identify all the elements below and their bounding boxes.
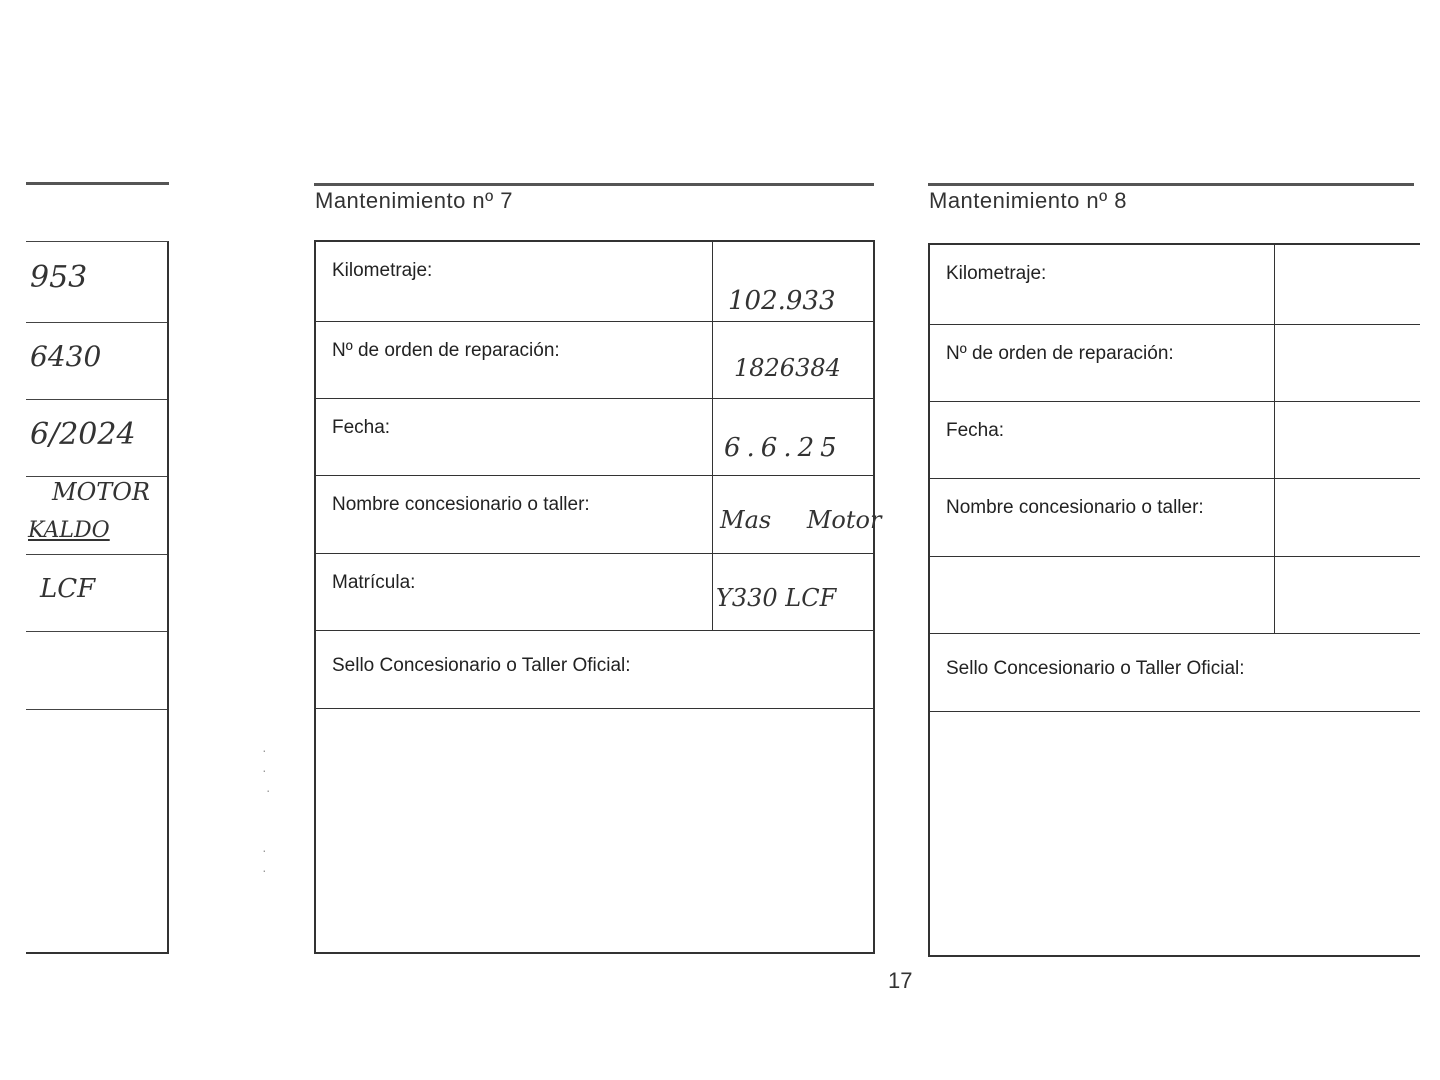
card7 xyxy=(314,240,882,954)
card7-label-matricula: Matrícula: xyxy=(332,572,416,593)
card8-row-sello xyxy=(930,634,1420,712)
card7-label-kilometraje: Kilometraje: xyxy=(332,260,433,281)
card7-row-sello xyxy=(316,631,873,709)
left-page-rule xyxy=(26,182,169,185)
card8-label-concesionario: Nombre concesionario o taller: xyxy=(946,497,1204,518)
card8-row-fecha xyxy=(930,402,1420,479)
left-row-2 xyxy=(26,322,167,400)
card8-label-kilometraje: Kilometraje: xyxy=(946,263,1047,284)
card7-divider xyxy=(712,554,713,630)
left-value-workshop-2: KALDO xyxy=(28,518,110,543)
card8 xyxy=(928,243,1420,957)
card7-stamp-area xyxy=(316,709,873,952)
card7-row-orden xyxy=(316,322,873,399)
card8-row-concesionario xyxy=(930,479,1420,557)
card8-divider xyxy=(1274,325,1275,401)
card7-label-sello: Sello Concesionario o Taller Oficial: xyxy=(332,655,631,676)
page-number: 17 xyxy=(888,968,913,993)
card7-row-kilometraje xyxy=(316,242,873,322)
card7-label-concesionario: Nombre concesionario o taller: xyxy=(332,494,590,515)
card7-divider xyxy=(712,322,713,398)
left-value-workshop-1: MOTOR xyxy=(52,478,151,506)
card8-label-sello: Sello Concesionario o Taller Oficial: xyxy=(946,658,1245,679)
card7-row-matricula xyxy=(316,554,873,631)
card7-label-orden: Nº de orden de reparación: xyxy=(332,340,560,361)
left-page-table xyxy=(26,241,169,954)
left-row-1 xyxy=(26,242,167,323)
card8-title: Mantenimiento nº 8 xyxy=(929,188,1128,213)
card7-divider xyxy=(712,476,713,553)
left-value-plate: LCF xyxy=(40,574,96,604)
left-page-bottom-rule xyxy=(26,952,167,954)
card7-row-fecha xyxy=(316,399,873,476)
card7-value-matricula: Y330 LCF xyxy=(716,584,837,612)
card8-divider xyxy=(1274,557,1275,633)
card8-divider xyxy=(1274,245,1275,324)
card7-value-concesionario: Mas Motor xyxy=(720,506,882,534)
card7-row-concesionario xyxy=(316,476,882,554)
card7-title: Mantenimiento nº 7 xyxy=(315,188,514,213)
left-value-km: 953 xyxy=(30,260,88,295)
scan-specks: · · · · · xyxy=(262,742,271,878)
left-row-4 xyxy=(26,476,167,555)
card7-value-kilometraje: 102.933 xyxy=(728,286,836,316)
card8-divider xyxy=(1274,479,1275,556)
left-row-3 xyxy=(26,399,167,477)
card7-value-fecha: 6.6.25 xyxy=(724,433,843,463)
card8-divider xyxy=(1274,402,1275,478)
card7-label-fecha: Fecha: xyxy=(332,417,391,438)
left-row-5 xyxy=(26,554,167,632)
card8-row-orden xyxy=(930,325,1420,402)
card8-label-fecha: Fecha: xyxy=(946,420,1005,441)
card8-stamp-area xyxy=(930,712,1420,955)
left-value-date: 6/2024 xyxy=(30,417,136,452)
card8-row-kilometraje xyxy=(930,245,1420,325)
card8-top-rule xyxy=(928,183,1414,186)
left-row-6 xyxy=(26,631,167,710)
card7-top-rule xyxy=(314,183,874,186)
card8-label-orden: Nº de orden de reparación: xyxy=(946,343,1174,364)
card7-value-orden: 1826384 xyxy=(734,354,841,382)
card7-divider xyxy=(712,399,713,475)
card8-row-matricula xyxy=(930,557,1420,634)
left-value-order: 6430 xyxy=(30,340,102,373)
card7-divider xyxy=(712,242,713,321)
